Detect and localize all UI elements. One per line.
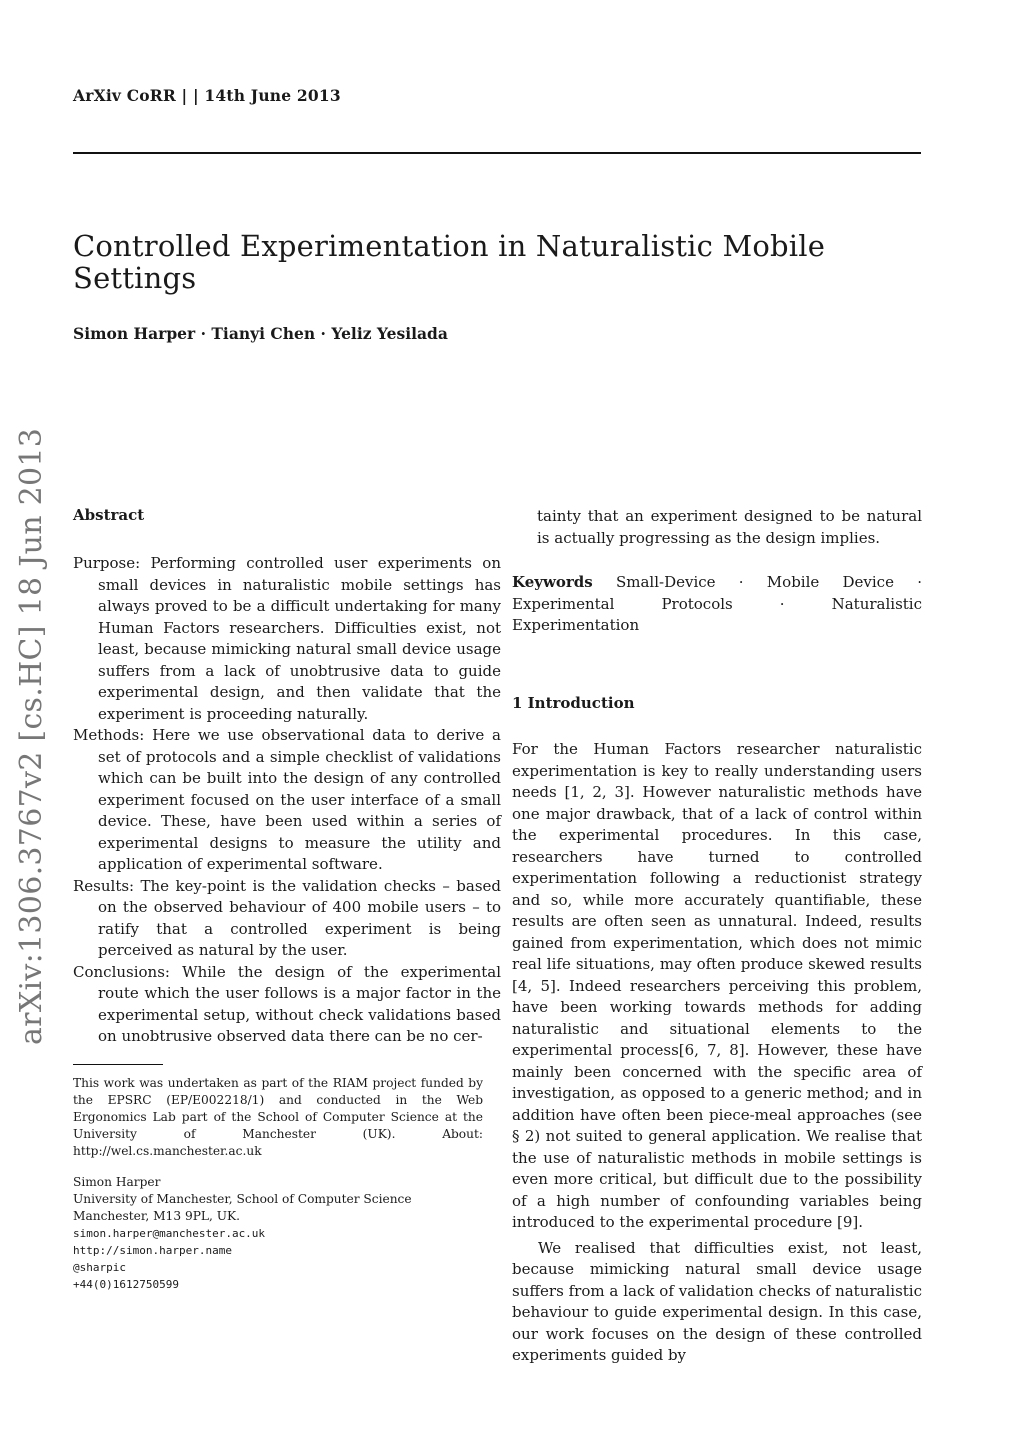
contact-website[interactable]: http://simon.harper.name	[73, 1244, 232, 1257]
abstract-heading: Abstract	[73, 506, 145, 524]
contact-twitter: @sharpic	[73, 1261, 126, 1274]
introduction-body	[512, 739, 922, 1367]
footnote-rule	[73, 1064, 163, 1065]
section-heading-introduction: 1 Introduction	[512, 694, 635, 712]
abstract-body	[73, 553, 501, 1048]
abstract-purpose: Purpose: Performing controlled user experiments on small devices in naturalistic mobile settings has always proved to be a difficult undertaking for many Human Factors researchers. Difficulties exist, not least, because mimicking natural small device usage suffers from a lack of unobtrusive data to guide experimental design, and then validate that the experiment is proceeding naturally.	[73, 554, 501, 723]
arxiv-identifier: arXiv:1306.3767v2 [cs.HC] 18 Jun 2013	[14, 427, 49, 1045]
contact-phone: +44(0)1612750599	[73, 1278, 179, 1291]
intro-paragraph-1: For the Human Factors researcher naturalistic experimentation is key to really understanding users needs [1, 2, 3]. However naturalistic methods have one major drawback, that of a lack of control within the experimental procedures. In this case, researchers have turned to controlled experimentation following a reductionist strategy and so, while more accurately quantifiable, these results are often seen as unnatural. Indeed, results gained from experimentation, which does not mimic real life situations, may often produce skewed results [4, 5]. Indeed researchers perceiving this problem, have been working towards methods for adding naturalistic and situational elements to the experimental process[6, 7, 8]. However, these have mainly been concerned with the specific area of investigation, as opposed to a generic method; and in addition have often been piece-meal approaches (see § 2) not suited to general application. We realise that the use of naturalistic methods in mobile settings is even more critical, but difficult due to the possibility of a high number of confounding variables being introduced to the experimental procedure [9].	[512, 740, 922, 1231]
keywords-label: Keywords	[512, 573, 593, 591]
running-head: ArXiv CoRR | | 14th June 2013	[73, 86, 341, 105]
funding-footnote: This work was undertaken as part of the RIAM project funded by the EPSRC (EP/E002218/1) and conducted in the Web Ergonomics Lab part of the School of Computer Science at the University of Manchester (UK). About: http://wel.cs.manchester.ac.uk	[73, 1076, 483, 1158]
contact-address: Manchester, M13 9PL, UK.	[73, 1209, 240, 1223]
author-list: Simon Harper · Tianyi Chen · Yeliz Yesilada	[73, 324, 448, 343]
author-contact	[73, 1174, 501, 1293]
contact-affiliation: University of Manchester, School of Computer Science	[73, 1192, 412, 1206]
abstract-methods: Methods: Here we use observational data to derive a set of protocols and a simple checklist of validations which can be built into the design of any controlled experiment focused on the user interface of a small device. These, have been used within a series of experimental designs to measure the utility and application of experimental software.	[73, 726, 501, 873]
abstract-continuation: tainty that an experiment designed to be natural is actually progressing as the design implies.	[537, 507, 922, 547]
abstract-results: Results: The key-point is the validation checks – based on the observed behaviour of 400 mobile users – to ratify that a controlled experiment is being perceived as natural by the user.	[73, 876, 501, 959]
paper-title: Controlled Experimentation in Naturalistic Mobile Settings	[73, 229, 826, 295]
contact-name: Simon Harper	[73, 1175, 161, 1189]
header-rule	[73, 152, 921, 154]
keywords	[512, 572, 922, 637]
abstract-conclusions: Conclusions: While the design of the experimental route which the user follows is a major factor in the experimental setup, without check validations based on unobtrusive observed data there can be no cer-	[73, 962, 501, 1045]
intro-paragraph-2: We realised that difficulties exist, not least, because mimicking natural small device usage suffers from a lack of validation checks of naturalistic behaviour to guide experimental design. In this case, our work focuses on the design of these controlled experiments guided by	[512, 1238, 922, 1364]
contact-email[interactable]: simon.harper@manchester.ac.uk	[73, 1227, 266, 1240]
keywords-text: Small-Device · Mobile Device · Experimental Protocols · Naturalistic Experimentation	[512, 573, 922, 634]
